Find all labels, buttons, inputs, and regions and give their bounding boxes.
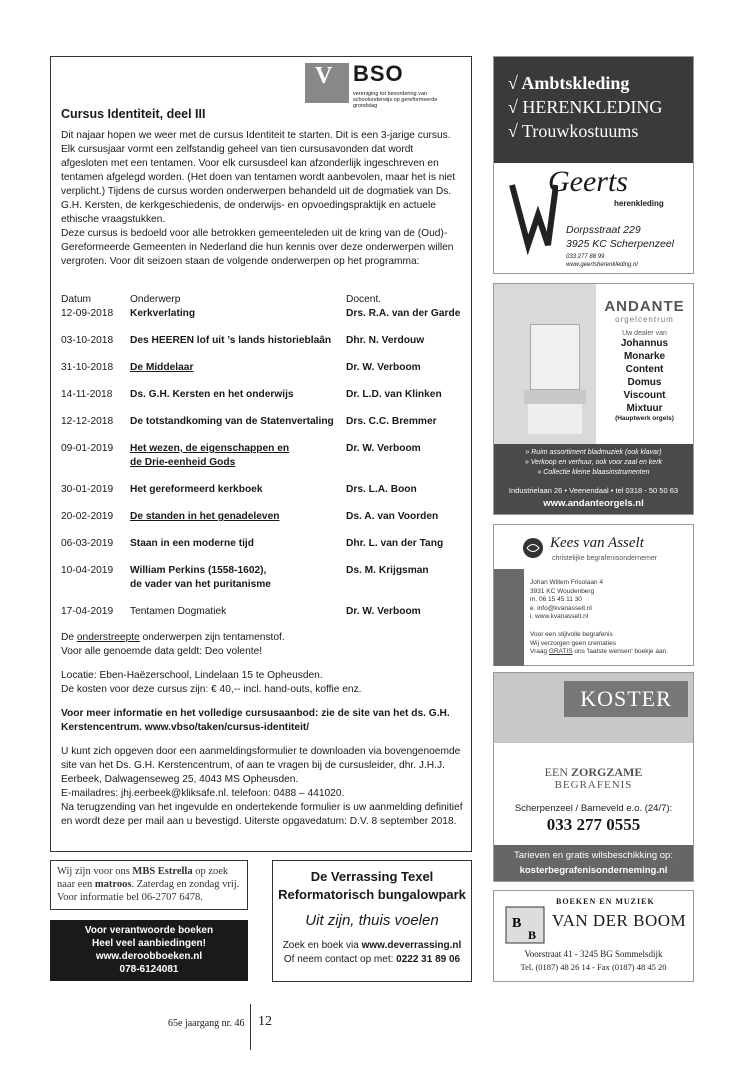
schedule-row bbox=[61, 307, 465, 321]
texel-web: Zoek en boek via www.deverrassing.nl bbox=[282, 940, 462, 951]
row-subject: Staan in een moderne tijd bbox=[130, 538, 254, 549]
koster-ad bbox=[493, 672, 694, 882]
schedule-row bbox=[61, 442, 465, 470]
schedule-row bbox=[61, 564, 465, 592]
schedule-row bbox=[61, 510, 465, 524]
row-subject: Het wezen, de eigenschappen en bbox=[130, 443, 290, 454]
row-subject: De standen in het genadeleven bbox=[130, 511, 280, 522]
row-date: 03-10-2018 bbox=[61, 335, 114, 346]
row-teacher: Dr. W. Verboom bbox=[346, 362, 421, 373]
article-title: Cursus Identiteit, deel III bbox=[61, 107, 206, 121]
schedule-row bbox=[61, 334, 465, 348]
schedule-row bbox=[61, 388, 465, 402]
row-subject: De Middelaar bbox=[130, 362, 194, 373]
schedule-row bbox=[61, 537, 465, 551]
row-date: 20-02-2019 bbox=[61, 511, 114, 522]
location: Locatie: Eben-Haëzerschool, Lindelaan 15 te Opheusden. bbox=[61, 670, 323, 681]
boom-phone: Tel. (0187) 48 26 14 - Fax (0187) 48 45 20 bbox=[520, 962, 667, 972]
andante-note: (Hauptwerk orgels) bbox=[615, 415, 674, 422]
schedule-row bbox=[61, 361, 465, 375]
texel-ad bbox=[272, 860, 472, 982]
geerts-line-2: √ HERENKLEDING bbox=[508, 97, 663, 117]
andante-sub: orgelcentrum bbox=[615, 315, 674, 324]
row-date: 30-01-2019 bbox=[61, 484, 114, 495]
cost: De kosten voor deze cursus zijn: € 40,-- incl. hand-outs, koffie enz. bbox=[61, 684, 362, 695]
header-date: Datum bbox=[61, 294, 92, 305]
row-subject: Ds. G.H. Kersten en het onderwijs bbox=[130, 389, 294, 400]
deroo-url: www.deroobboeken.nl bbox=[95, 951, 203, 962]
kees-contact: Johan Willem Frisolaan 4 3931 KC Woudenberg m. 06 15 45 11 30 e. info@kvanasselt.nl i. www.kvanasselt.nl bbox=[530, 579, 603, 620]
header-teacher: Docent. bbox=[346, 294, 382, 305]
koster-phone: 033 277 0555 bbox=[546, 815, 641, 834]
andante-brand-item: Mixtuur bbox=[626, 403, 663, 414]
geerts-line-1: √ Ambtskleding bbox=[508, 73, 630, 93]
andante-brand-item: Content bbox=[625, 364, 664, 375]
texel-title: De Verrassing Texel bbox=[310, 869, 434, 884]
texel-subtitle: Reformatorisch bungalowpark bbox=[278, 887, 466, 902]
return-text: Na terugzending van het ingevulde en ondertekende formulier is uw aanmelding definitief en wordt deze per mail aan u bevestigd. Uiterste opgavedatum: D.V. 8 september 2018. bbox=[61, 802, 463, 827]
boom-tagline: BOEKEN EN MUZIEK bbox=[556, 897, 655, 906]
schedule-row bbox=[61, 415, 465, 429]
row-date: 17-04-2019 bbox=[61, 606, 114, 617]
row-date: 10-04-2019 bbox=[61, 565, 114, 576]
geerts-ad bbox=[493, 56, 694, 274]
row-subject: Kerkverlating bbox=[130, 308, 196, 319]
andante-brand-item: Johannus bbox=[620, 338, 669, 349]
schedule-header bbox=[61, 293, 465, 307]
andante-web: www.andanteorgels.nl bbox=[543, 498, 644, 509]
kees-name: Kees van Asselt bbox=[550, 535, 644, 551]
vbso-logo bbox=[305, 61, 455, 109]
row-date: 12-09-2018 bbox=[61, 308, 114, 319]
svg-text:B: B bbox=[512, 916, 522, 931]
andante-brand: ANDANTE bbox=[604, 298, 685, 315]
geerts-line-3: √ Trouwkostuums bbox=[508, 121, 639, 141]
vbso-logo-mark: V bbox=[315, 63, 333, 89]
deroo-line-1: Voor verantwoorde boeken bbox=[84, 925, 214, 936]
schedule-table bbox=[61, 293, 465, 619]
geerts-address: Dorpsstraat 229 3925 KC Scherpenzeel bbox=[566, 224, 674, 250]
andante-brand-item: Domus bbox=[627, 377, 662, 388]
geerts-brand: Geerts bbox=[548, 165, 628, 198]
schedule-row bbox=[61, 483, 465, 497]
row-teacher: Dhr. N. Verdouw bbox=[346, 335, 425, 346]
row-teacher: Drs. L.A. Boon bbox=[346, 484, 417, 495]
deo-volente-note: Voor alle genoemde data geldt: Deo volente! bbox=[61, 646, 263, 657]
row-subject: Het gereformeerd kerkboek bbox=[130, 484, 263, 495]
article-intro: Dit najaar hopen we weer met de cursus Identiteit te starten. Dit is een 3-jarige cursus. Elk cursusjaar vormt een zelfstandig geheel van tien cursusavonden dat wordt afgesloten met een tentamen. Voor elk cursusdeel kan afzonderlijk ingeschreven en tentamen afgelegd worden. (Het doen van tentamen wordt aanbevolen, maar het is niet verplicht.) Tijdens de cursus worden onderwerpen behandeld uit de dogmatiek van Ds. G.H. Kersten, de kerkgeschiedenis, de onderwijs- en opvoedingspraktijk en actuele ethische vraagstukken. bbox=[61, 130, 456, 225]
row-date: 12-12-2018 bbox=[61, 416, 114, 427]
schedule-row bbox=[61, 605, 465, 619]
boom-ad bbox=[493, 890, 694, 982]
row-teacher: Dr. W. Verboom bbox=[346, 443, 421, 454]
row-subject: Tentamen Dogmatiek bbox=[130, 606, 227, 617]
page-number: 12 bbox=[258, 1014, 272, 1029]
article-box bbox=[50, 56, 472, 852]
row-teacher: Ds. A. van Voorden bbox=[346, 511, 439, 522]
koster-logo: KOSTER bbox=[564, 681, 688, 717]
andante-ad bbox=[493, 283, 694, 515]
row-subject: De totstandkoming van de Statenvertaling bbox=[130, 416, 334, 427]
svg-text:B: B bbox=[528, 928, 537, 942]
row-date: 14-11-2018 bbox=[61, 389, 113, 400]
deroo-ad bbox=[50, 920, 248, 981]
row-teacher: Ds. M. Krijgsman bbox=[346, 565, 429, 576]
row-date: 06-03-2019 bbox=[61, 538, 114, 549]
andante-brand-item: Monarke bbox=[623, 351, 666, 362]
texel-slogan: Uit zijn, thuis voelen bbox=[305, 912, 439, 929]
kees-ad bbox=[493, 524, 694, 666]
underline-note: De onderstreepte onderwerpen zijn tentamenstof. bbox=[61, 632, 285, 643]
koster-line-2: BEGRAFENIS bbox=[554, 779, 633, 791]
row-subject-cont: de Drie-eenheid Gods bbox=[130, 457, 236, 468]
deroo-line-2: Heel veel aanbiedingen! bbox=[92, 938, 206, 949]
row-date: 31-10-2018 bbox=[61, 362, 114, 373]
andante-brand-item: Viscount bbox=[623, 390, 666, 401]
row-teacher: Drs. R.A. van der Garde bbox=[346, 308, 461, 319]
koster-location: Scherpenzeel / Barneveld e.o. (24/7): bbox=[514, 803, 673, 814]
kees-sub: christelijke begrafenisondernemer bbox=[552, 555, 658, 562]
row-subject-cont: de vader van het puritanisme bbox=[130, 579, 271, 590]
texel-phone: Of neem contact op met: 0222 31 89 06 bbox=[283, 954, 461, 965]
article-intro-2: Deze cursus is bedoeld voor alle betrokken gemeenteleden uit de kring van de (Oud)-Gereformeerde Gemeenten in Nederland die hun kennis over deze onderwerpen willen vergroten. Voor dit seizoen staan de volgende onderwerpen op het programma: bbox=[61, 228, 454, 267]
estrella-ad: Wij zijn voor ons MBS Estrella op zoek naar een matroos. Zaterdag en zondag vrij. Voor informatie bel 06-2707 6478. bbox=[50, 860, 248, 910]
organ-photo bbox=[494, 284, 596, 444]
header-subject: Onderwerp bbox=[130, 294, 181, 305]
boom-name: VAN DER BOOM bbox=[552, 911, 687, 930]
row-teacher: Dr. W. Verboom bbox=[346, 606, 421, 617]
row-teacher: Dr. L.D. van Klinken bbox=[346, 389, 442, 400]
issue-number: 65e jaargang nr. 46 bbox=[168, 1018, 245, 1029]
info-link: Voor meer informatie en het volledige cursusaanbod: zie de site van het ds. G.H. Kerstencentrum. www.vbso/taken/cursus-identiteit/ bbox=[61, 708, 450, 733]
signup-text: U kunt zich opgeven door een aanmeldingsformulier te downloaden via bovengenoemde site van het Ds. G.H. Kerstencentrum, of aan te vragen bij de cursusleider, dhr. J.H.J. Eerbeek, Dalwagenseweg 25, 4043 MS Opheusden. bbox=[61, 746, 461, 785]
kees-tagline: Voor een stijlvolle begrafenis Wij verzorgen geen crematies Vraag GRATIS ons 'laatste wensen' boekje aan. bbox=[530, 631, 668, 655]
row-teacher: Dhr. L. van der Tang bbox=[346, 538, 444, 549]
andante-address: Industrielaan 26 • Veenendaal • tel 0318 - 50 50 63 bbox=[508, 486, 679, 495]
koster-line-1: EEN ZORGZAME bbox=[544, 765, 643, 779]
deroo-phone: 078-6124081 bbox=[119, 964, 179, 975]
boom-address: Voorstraat 41 - 3245 BG Sommelsdijk bbox=[524, 949, 663, 959]
row-date: 09-01-2019 bbox=[61, 443, 114, 454]
music-book-icon bbox=[504, 903, 548, 949]
row-teacher: Drs. C.C. Bremmer bbox=[346, 416, 437, 427]
row-subject: Des HEEREN lof uit ’s lands historieblaân bbox=[130, 335, 332, 346]
andante-brand-list bbox=[596, 337, 693, 415]
andante-dealer: Uw dealer van bbox=[622, 330, 667, 337]
geerts-contact: 033 277 88 99 www.geertsherenkleding.nl bbox=[566, 254, 638, 268]
kees-decoration bbox=[494, 569, 524, 666]
geerts-sub: herenkleding bbox=[614, 199, 664, 208]
vbso-tagline: vereniging tot bevordering van schoolonderwijs op gereformeerde grondslag bbox=[353, 91, 438, 109]
vbso-logo-text: BSO bbox=[353, 61, 404, 86]
footer-divider bbox=[250, 1004, 251, 1050]
koster-footer: Tarieven en gratis wilsbeschikking op: kosterbegrafenisonderneming.nl bbox=[494, 845, 693, 881]
rose-icon bbox=[522, 537, 544, 559]
andante-bullets: » Ruim assortiment bladmuziek (ook klavar) » Verkoop en verhuur, ook voor zaal en kerk » Collectie kleine blaasinstrumenten bbox=[524, 449, 663, 476]
email-text: E-mailadres: jhj.eerbeek@kliksafe.nl. telefoon: 0488 – 441020. bbox=[61, 788, 345, 799]
row-subject: William Perkins (1558-1602), bbox=[130, 565, 267, 576]
